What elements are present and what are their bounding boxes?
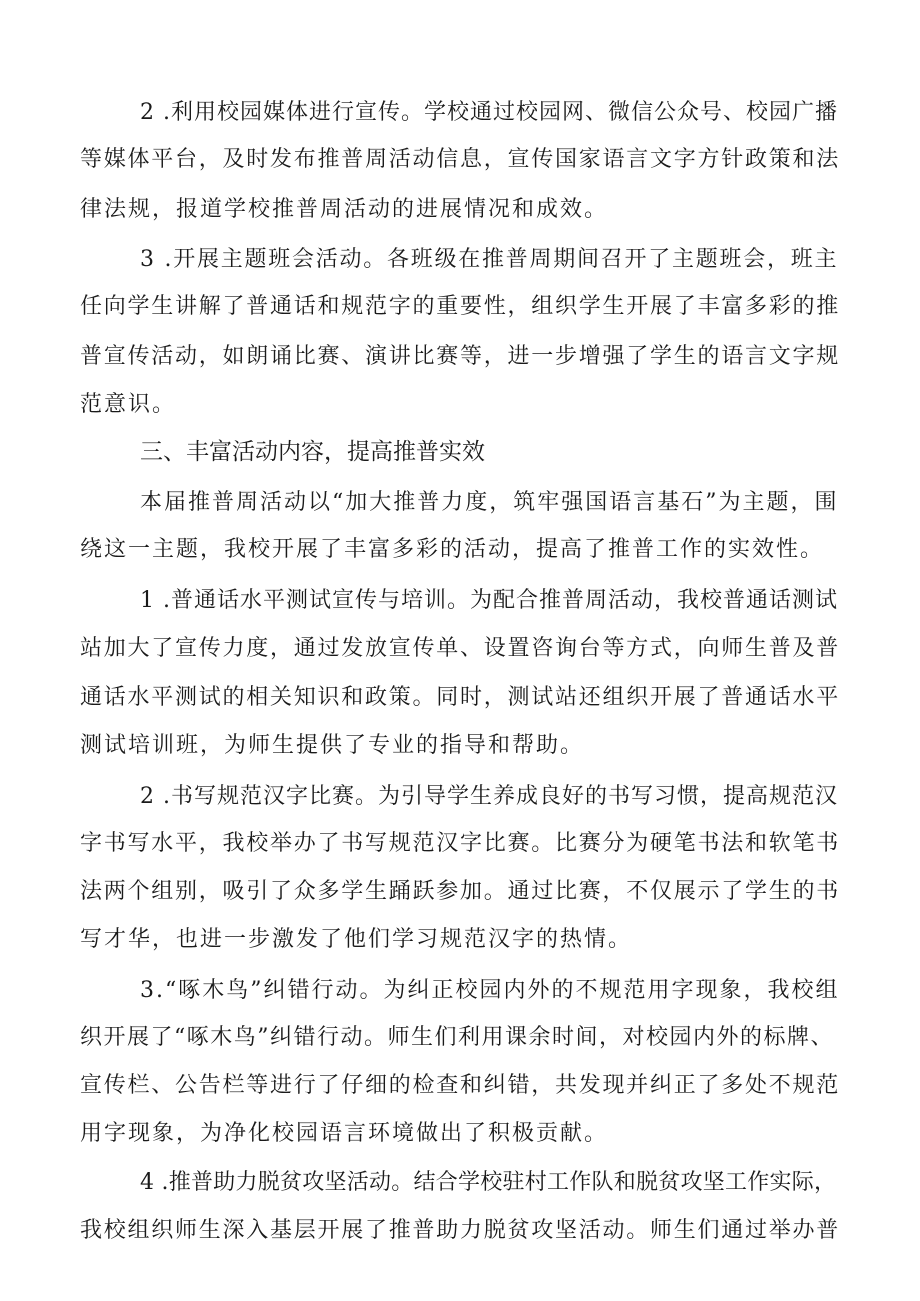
paragraph-line: 范意识。: [80, 392, 177, 417]
paragraph-line: 测试培训班，为师生提供了专业的指导和帮助。: [80, 733, 585, 758]
paragraph-line: 4 .推普助力脱贫攻坚活动。结合学校驻村工作队和脱贫攻坚工作实际，: [140, 1170, 837, 1195]
paragraph-line: 3 .开展主题班会活动。各班级在推普周期间召开了主题班会，班主: [140, 247, 839, 272]
paragraph-line: 3.“啄木鸟”纠错行动。为纠正校园内外的不规范用字现象，我校组: [140, 978, 840, 1003]
paragraph-line: 织开展了“啄木鸟”纠错行动。师生们利用课余时间，对校园内外的标牌、: [80, 1025, 834, 1050]
paragraph-line: 我校组织师生深入基层开展了推普助力脱贫攻坚活动。师生们通过举办普: [80, 1218, 841, 1243]
paragraph-line: 任向学生讲解了普通话和规范字的重要性，组织学生开展了丰富多彩的推: [80, 294, 841, 319]
paragraph-line: 等媒体平台，及时发布推普周活动信息，宣传国家语言文字方针政策和法: [80, 147, 841, 172]
paragraph-line: 字书写水平，我校举办了书写规范汉字比赛。比赛分为硬笔书法和软笔书: [80, 831, 841, 856]
paragraph-line: 2 .利用校园媒体进行宣传。学校通过校园网、微信公众号、校园广播: [140, 100, 838, 125]
paragraph-line: 站加大了宣传力度，通过发放宣传单、设置咨询台等方式，向师生普及普: [80, 636, 841, 661]
paragraph-line: 本届推普周活动以“加大推普力度，筑牢强国语言基石”为主题，围: [140, 490, 839, 515]
paragraph-line: 通话水平测试的相关知识和政策。同时，测试站还组织开展了普通话水平: [80, 685, 841, 710]
paragraph-line: 1 .普通话水平测试宣传与培训。为配合推普周活动，我校普通话测试: [140, 588, 838, 613]
paragraph-line: 用字现象，为净化校园语言环境做出了积极贡献。: [80, 1121, 609, 1146]
paragraph-line: 宣传栏、公告栏等进行了仔细的检查和纠错，共发现并纠正了多处不规范: [80, 1073, 841, 1098]
paragraph-line: 普宣传活动，如朗诵比赛、演讲比赛等，进一步增强了学生的语言文字规: [80, 344, 841, 369]
paragraph-line: 绕这一主题，我校开展了丰富多彩的活动，提高了推普工作的实效性。: [80, 537, 825, 562]
paragraph-line: 律法规，报道学校推普周活动的进展情况和成效。: [80, 197, 609, 222]
paragraph-line: 2 .书写规范汉字比赛。为引导学生养成良好的书写习惯，提高规范汉: [140, 784, 838, 809]
section-heading: 三、丰富活动内容，提高推普实效: [140, 439, 485, 465]
paragraph-line: 法两个组别，吸引了众多学生踊跃参加。通过比赛，不仅展示了学生的书: [80, 879, 841, 904]
paragraph-line: 写才华，也进一步激发了他们学习规范汉字的热情。: [80, 927, 633, 952]
